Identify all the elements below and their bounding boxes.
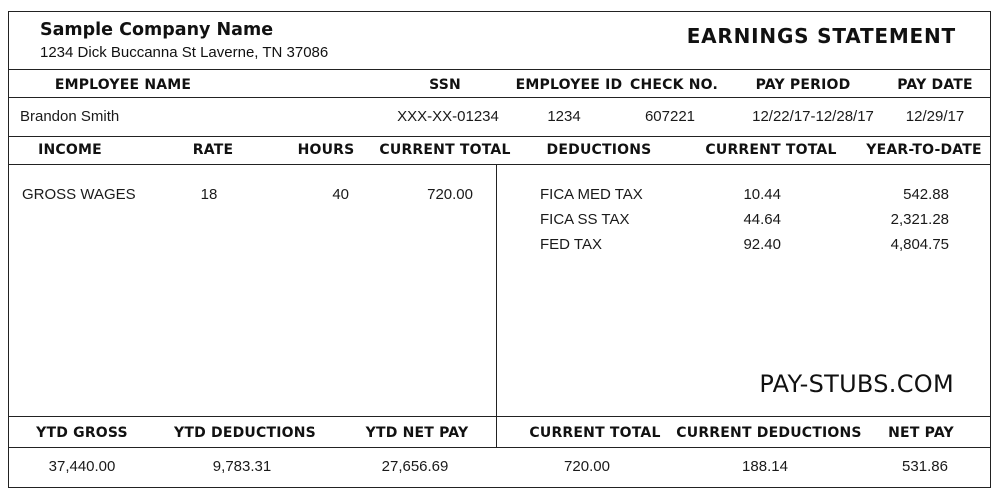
- pay-stubs-watermark: PAY-STUBS.COM: [759, 370, 954, 398]
- deduction-ytd: 542.88: [903, 186, 949, 203]
- income-label: GROSS WAGES: [22, 186, 136, 203]
- statement-title: EARNINGS STATEMENT: [686, 24, 956, 48]
- pay-period-header: PAY PERIOD: [755, 77, 851, 93]
- pay-period-value: 12/22/17-12/28/17: [752, 108, 874, 125]
- hours-header: HOURS: [297, 142, 355, 158]
- pay-date-header: PAY DATE: [897, 77, 973, 93]
- deduction-label: FED TAX: [540, 236, 602, 253]
- deduction-ytd: 2,321.28: [890, 211, 949, 228]
- check-no-header: CHECK NO.: [630, 77, 718, 93]
- summary-current-total-value: 720.00: [564, 458, 610, 475]
- deductions-header: DEDUCTIONS: [546, 142, 652, 158]
- company-address: 1234 Dick Buccanna St Laverne, TN 37086: [40, 44, 329, 61]
- deduction-current-total: 44.64: [743, 211, 781, 228]
- divider: [9, 164, 990, 165]
- deduction-label: FICA MED TAX: [540, 186, 643, 203]
- rate-header: RATE: [192, 142, 234, 158]
- income-header: INCOME: [38, 142, 102, 158]
- deductions-current-total-header: CURRENT TOTAL: [705, 142, 837, 158]
- employee-id-value: 1234: [547, 108, 581, 125]
- divider: [9, 69, 990, 70]
- column-divider: [496, 164, 497, 447]
- ssn-value: XXX-XX-01234: [397, 108, 499, 125]
- deduction-current-total: 92.40: [743, 236, 781, 253]
- employee-name-header: EMPLOYEE NAME: [54, 77, 192, 93]
- divider: [9, 447, 990, 448]
- net-pay-header: NET PAY: [888, 425, 954, 441]
- pay-date-value: 12/29/17: [905, 108, 965, 125]
- income-current-total-header: CURRENT TOTAL: [379, 142, 511, 158]
- net-pay-value: 531.86: [902, 458, 948, 475]
- income-rate: 18: [200, 186, 218, 203]
- ytd-net-pay-value: 27,656.69: [381, 458, 449, 475]
- current-deductions-value: 188.14: [742, 458, 788, 475]
- earnings-statement: [8, 11, 991, 488]
- company-name: Sample Company Name: [40, 20, 274, 40]
- income-current-total: 720.00: [427, 186, 473, 203]
- deduction-ytd: 4,804.75: [890, 236, 949, 253]
- current-deductions-header: CURRENT DEDUCTIONS: [676, 425, 862, 441]
- employee-name: Brandon Smith: [20, 108, 120, 125]
- divider: [9, 97, 990, 98]
- income-hours: 40: [332, 186, 349, 203]
- summary-current-total-header: CURRENT TOTAL: [529, 425, 661, 441]
- divider: [9, 136, 990, 137]
- ytd-gross-header: YTD GROSS: [36, 425, 128, 441]
- divider: [9, 416, 990, 417]
- ssn-header: SSN: [429, 77, 461, 93]
- deduction-current-total: 10.44: [743, 186, 781, 203]
- check-no-value: 607221: [644, 108, 696, 125]
- ytd-deductions-header: YTD DEDUCTIONS: [174, 425, 316, 441]
- employee-id-header: EMPLOYEE ID: [515, 77, 623, 93]
- deduction-label: FICA SS TAX: [540, 211, 630, 228]
- ytd-deductions-value: 9,783.31: [212, 458, 272, 475]
- ytd-gross-value: 37,440.00: [48, 458, 116, 475]
- ytd-net-pay-header: YTD NET PAY: [365, 425, 469, 441]
- year-to-date-header: YEAR-TO-DATE: [866, 142, 982, 158]
